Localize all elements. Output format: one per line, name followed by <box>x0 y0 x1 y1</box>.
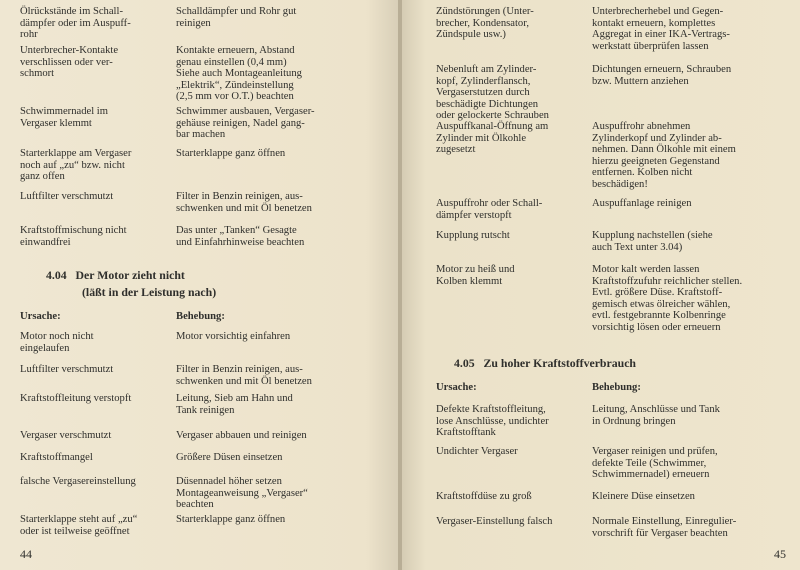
cause-cell-line: ganz offen <box>20 171 65 183</box>
cause-cell-line: Zylinder mit Ölkohle <box>436 132 527 144</box>
remedy-cell-line: bzw. Muttern anziehen <box>592 75 689 87</box>
remedy-cell <box>592 6 792 52</box>
remedy-cell-line: Filter in Benzin reinigen, aus- <box>176 364 303 375</box>
remedy-cell <box>592 64 792 87</box>
column-header-cause: Ursache: <box>20 311 61 322</box>
remedy-cell-line: gehäuse reinigen, Nadel gang- <box>176 117 305 129</box>
cause-cell <box>20 331 172 354</box>
remedy-cell-line: Kupplung nachstellen (siehe <box>592 230 713 241</box>
cause-cell-line: noch auf „zu“ bzw. nicht <box>20 159 125 171</box>
remedy-cell-line: Dichtungen erneuern, Schrauben <box>592 64 732 75</box>
cause-cell <box>436 230 584 242</box>
column-header-remedy: Behebung: <box>176 311 225 322</box>
cause-cell-line: Defekte Kraftstoffleitung, <box>436 404 546 415</box>
remedy-cell-line: Schalldämpfer und Rohr gut <box>176 6 297 17</box>
cause-cell <box>20 476 172 488</box>
page-number: 45 <box>774 547 786 561</box>
remedy-cell <box>176 393 376 416</box>
cause-cell-line: rohr <box>20 29 38 41</box>
remedy-cell <box>592 198 792 210</box>
cause-cell-line: Unterbrecher-Kontakte <box>20 45 119 56</box>
remedy-cell-line: Vergaser reinigen und prüfen, <box>592 446 718 457</box>
remedy-cell <box>176 148 376 160</box>
remedy-cell-line: Auspuffanlage reinigen <box>592 198 692 209</box>
remedy-cell-line: Tank reinigen <box>176 404 235 416</box>
cause-cell-line: Vergaser klemmt <box>20 117 92 129</box>
cause-cell-line: Kraftstoffleitung verstopft <box>20 393 132 404</box>
cause-cell-line: Luftfilter verschmutzt <box>20 191 114 202</box>
left-page <box>0 0 398 570</box>
remedy-cell-line: Vergaser abbauen und reinigen <box>176 430 307 441</box>
section-number: 4.05 <box>454 356 475 370</box>
remedy-cell-line: und Einfahrhinweise beachten <box>176 236 305 248</box>
remedy-cell-line: schwenken und mit Öl benetzen <box>176 202 312 214</box>
cause-cell-line: eingelaufen <box>20 342 70 354</box>
cause-cell <box>436 446 584 458</box>
remedy-cell <box>176 364 376 387</box>
cause-cell-line: Kupplung rutscht <box>436 230 510 241</box>
remedy-cell-line: „Elektrik“, Zündeinstellung <box>176 79 294 91</box>
remedy-cell <box>176 476 376 511</box>
remedy-cell-line: beschädigen! <box>592 178 648 190</box>
remedy-cell <box>592 404 792 427</box>
cause-cell-line: zugesetzt <box>436 144 476 156</box>
remedy-cell <box>592 121 792 191</box>
remedy-cell-line: kontakt erneuern, komplettes <box>592 17 716 29</box>
cause-cell <box>20 45 172 80</box>
remedy-cell <box>176 6 376 29</box>
cause-cell-line: Motor zu heiß und <box>436 264 515 275</box>
remedy-cell-line: Evtl. größere Düse. Kraftstoff- <box>592 287 723 299</box>
cause-cell-line: Auspuffkanal-Öffnung am <box>436 121 549 132</box>
cause-cell-line: Auspuffrohr oder Schall- <box>436 198 543 209</box>
remedy-cell <box>176 45 376 103</box>
cause-cell <box>20 393 172 405</box>
cause-cell-line: Vergaserstutzen durch <box>436 87 530 99</box>
cause-cell-line: Kraftstoffmangel <box>20 452 93 463</box>
cause-cell <box>20 6 172 41</box>
column-header-cause: Ursache: <box>436 382 477 393</box>
remedy-cell-line: Das unter „Tanken“ Gesagte <box>176 225 297 236</box>
cause-cell <box>436 264 584 287</box>
remedy-cell-line: auch Text unter 3.04) <box>592 241 683 253</box>
cause-cell <box>20 106 172 129</box>
remedy-cell-line: Schwimmernadel) erneuern <box>592 469 710 481</box>
section-number: 4.04 <box>46 268 67 282</box>
remedy-cell-line: Normale Einstellung, Einregulier- <box>592 516 737 527</box>
remedy-cell-line: evtl. festgebrannte Kolbenringe <box>592 310 726 322</box>
remedy-cell-line: Düsennadel höher setzen <box>176 476 282 487</box>
cause-cell <box>20 364 172 376</box>
remedy-cell-line: schwenken und mit Öl benetzen <box>176 375 312 387</box>
cause-cell-line: beschädigte Dichtungen <box>436 98 539 110</box>
cause-cell <box>20 452 172 464</box>
remedy-cell-line: Motor kalt werden lassen <box>592 264 700 275</box>
cause-cell <box>20 514 172 537</box>
remedy-cell-line: defekte Teile (Schwimmer, <box>592 457 707 469</box>
remedy-cell-line: Schwimmer ausbauen, Vergaser- <box>176 106 315 117</box>
cause-cell-line: schmort <box>20 68 55 80</box>
remedy-cell-line: Unterbrecherhebel und Gegen- <box>592 6 724 17</box>
cause-cell-line: einwandfrei <box>20 236 71 248</box>
remedy-cell <box>592 446 792 481</box>
cause-cell-line: Starterklappe am Vergaser <box>20 148 132 159</box>
cause-cell-line: Kraftstofftank <box>436 427 496 439</box>
cause-cell-line: oder ist teilweise geöffnet <box>20 525 130 537</box>
cause-cell-line: Nebenluft am Zylinder- <box>436 64 537 75</box>
remedy-cell-line: werkstatt überprüfen lassen <box>592 40 709 52</box>
remedy-cell-line: beachten <box>176 499 214 511</box>
cause-cell-line: Motor noch nicht <box>20 331 94 342</box>
remedy-cell-line: vorschrift für Vergaser beachten <box>592 527 728 539</box>
remedy-cell-line: Leitung, Sieb am Hahn und <box>176 393 293 404</box>
cause-cell <box>20 225 172 248</box>
cause-cell-line: Schwimmernadel im <box>20 106 108 117</box>
cause-cell <box>436 198 584 221</box>
remedy-cell <box>176 225 376 248</box>
remedy-cell <box>592 230 792 253</box>
cause-cell-line: Kolben klemmt <box>436 275 503 287</box>
remedy-cell-line: Filter in Benzin reinigen, aus- <box>176 191 303 202</box>
cause-cell-line: Zündspule usw.) <box>436 29 506 41</box>
cause-cell <box>20 148 172 183</box>
cause-cell-line: Vergaser-Einstellung falsch <box>436 516 553 527</box>
cause-cell-line: Vergaser verschmutzt <box>20 430 112 441</box>
remedy-cell-line: Kontakte erneuern, Abstand <box>176 45 295 56</box>
cause-cell <box>436 121 584 156</box>
cause-cell-line: Kraftstoffmischung nicht <box>20 225 127 236</box>
cause-cell-line: Ölrückstände im Schall- <box>20 6 123 17</box>
remedy-cell-line: Montageanweisung „Vergaser“ <box>176 487 308 499</box>
remedy-cell-line: hierzu geeigneten Gegenstand <box>592 155 720 167</box>
cause-cell <box>436 6 584 41</box>
cause-cell <box>436 404 584 439</box>
remedy-cell-line: nehmen. Dann Ölkohle mit einem <box>592 144 736 156</box>
section-heading-4-05 <box>454 355 636 372</box>
remedy-cell <box>176 331 376 343</box>
page-number: 44 <box>20 547 32 561</box>
cause-cell <box>436 516 584 528</box>
remedy-cell-line: Leitung, Anschlüsse und Tank <box>592 404 720 415</box>
cause-cell-line: Zündstörungen (Unter- <box>436 6 534 17</box>
column-header-remedy: Behebung: <box>592 382 641 393</box>
remedy-cell-line: reinigen <box>176 17 211 29</box>
right-page <box>402 0 800 570</box>
section-title: Zu hoher Kraftstoffverbrauch <box>483 356 636 370</box>
remedy-cell-line: Starterklappe ganz öffnen <box>176 514 286 525</box>
remedy-cell-line: vorsichtig lösen oder erneuern <box>592 321 721 333</box>
remedy-cell-line: gemisch etwas ölreicher wählen, <box>592 298 731 310</box>
remedy-cell <box>176 106 376 141</box>
section-subtitle: (läßt in der Leistung nach) <box>82 285 217 299</box>
remedy-cell <box>592 516 792 539</box>
cause-cell-line: falsche Vergasereinstellung <box>20 476 136 487</box>
remedy-cell <box>592 491 792 503</box>
cause-cell <box>20 430 172 442</box>
cause-cell <box>436 64 584 122</box>
cause-cell-line: Undichter Vergaser <box>436 446 518 457</box>
section-title: Der Motor zieht nicht <box>75 268 185 282</box>
cause-cell-line: lose Anschlüsse, undichter <box>436 415 549 427</box>
cause-cell <box>436 491 584 503</box>
remedy-cell-line: Auspuffrohr abnehmen <box>592 121 691 132</box>
remedy-cell <box>176 430 376 442</box>
remedy-cell-line: entfernen. Kolben nicht <box>592 167 693 179</box>
remedy-cell <box>592 264 792 334</box>
remedy-cell-line: genau einstellen (0,4 mm) <box>176 56 287 68</box>
remedy-cell-line: Größere Düsen einsetzen <box>176 452 283 463</box>
remedy-cell <box>176 191 376 214</box>
remedy-cell <box>176 514 376 526</box>
cause-cell <box>20 191 172 203</box>
remedy-cell-line: Kleinere Düse einsetzen <box>592 491 695 502</box>
cause-cell-line: dämpfer oder im Auspuff- <box>20 17 131 29</box>
remedy-cell-line: (2,5 mm vor O.T.) beachten <box>176 91 294 103</box>
cause-cell-line: oder gelockerte Schrauben <box>436 110 549 122</box>
cause-cell-line: verschlissen oder ver- <box>20 56 113 68</box>
cause-cell-line: kopf, Zylinderflansch, <box>436 75 531 87</box>
remedy-cell <box>176 452 376 464</box>
remedy-cell-line: bar machen <box>176 129 226 141</box>
remedy-cell-line: Starterklappe ganz öffnen <box>176 148 286 159</box>
cause-cell-line: Starterklappe steht auf „zu“ <box>20 514 138 525</box>
remedy-cell-line: Motor vorsichtig einfahren <box>176 331 291 342</box>
remedy-cell-line: Aggregat in einer IKA-Vertrags- <box>592 29 730 41</box>
remedy-cell-line: Siehe auch Montageanleitung <box>176 68 302 80</box>
remedy-cell-line: Zylinderkopf und Zylinder ab- <box>592 132 722 144</box>
cause-cell-line: dämpfer verstopft <box>436 209 512 221</box>
section-heading-4-04 <box>46 267 216 301</box>
cause-cell-line: brecher, Kondensator, <box>436 17 529 29</box>
remedy-cell-line: in Ordnung bringen <box>592 415 676 427</box>
remedy-cell-line: Kraftstoffzufuhr reichlicher stellen. <box>592 275 743 287</box>
cause-cell-line: Kraftstoffdüse zu groß <box>436 491 532 502</box>
cause-cell-line: Luftfilter verschmutzt <box>20 364 114 375</box>
